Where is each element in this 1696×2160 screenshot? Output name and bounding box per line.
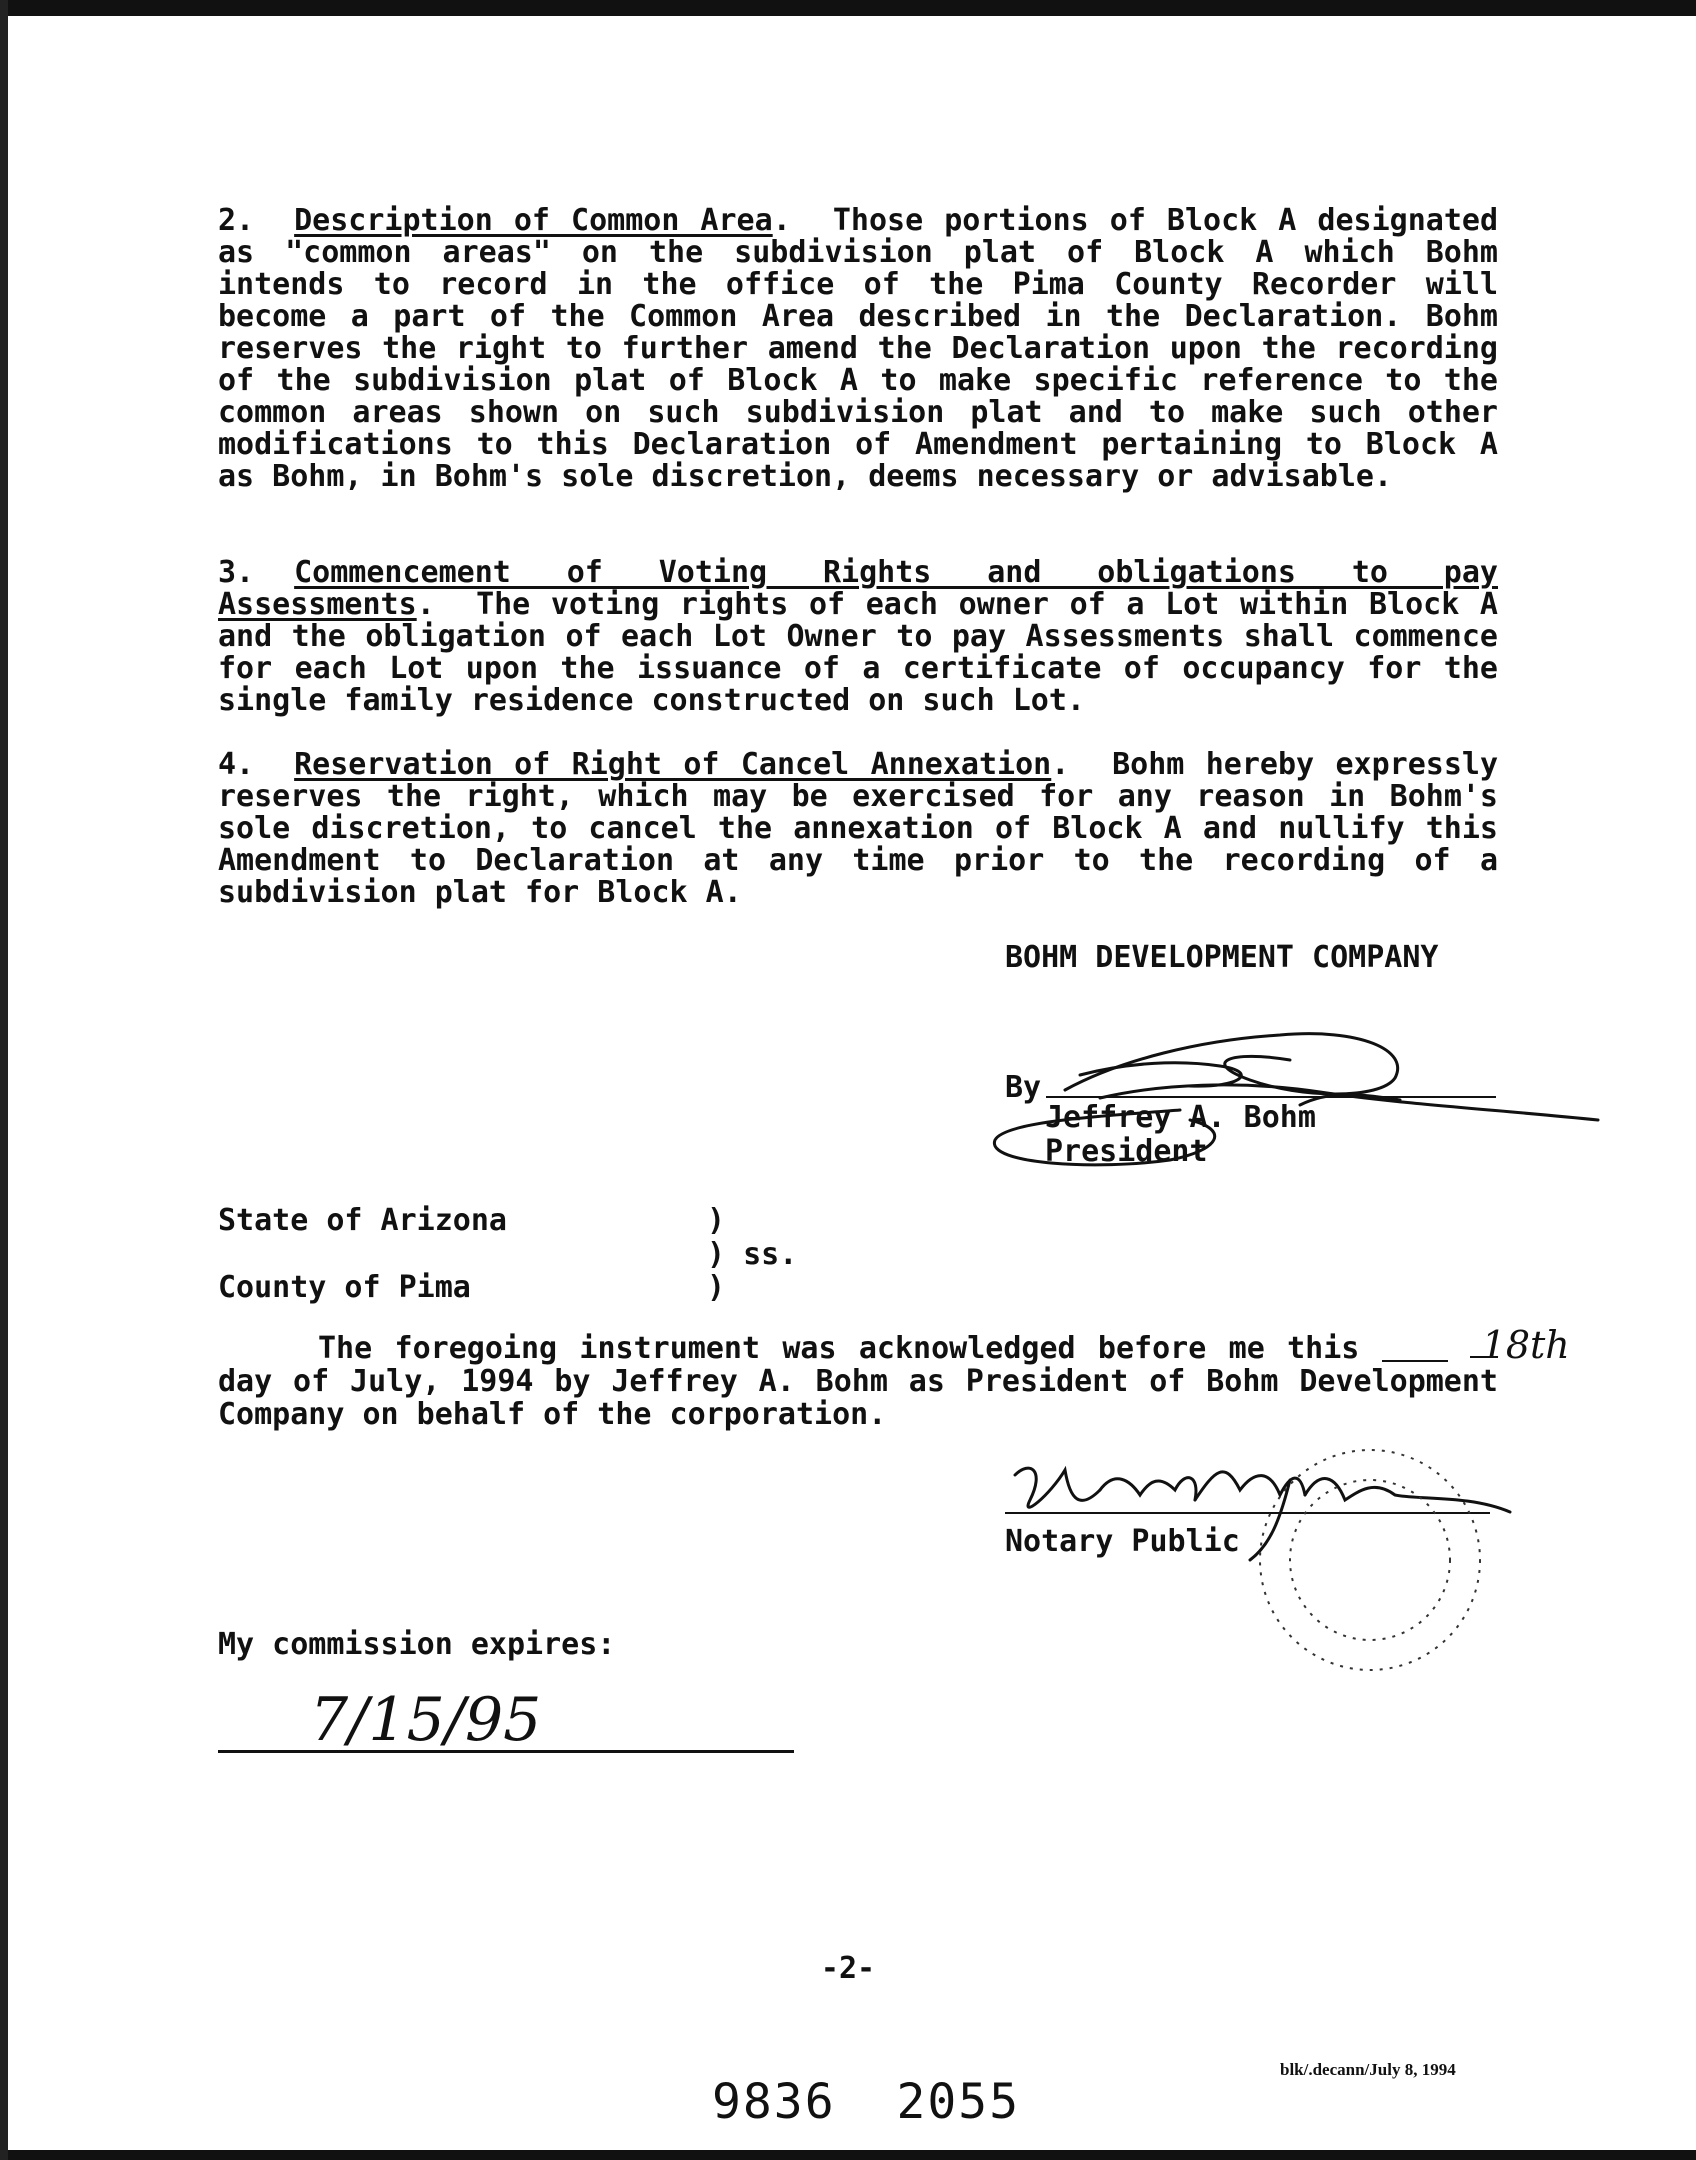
section-4: 4. Reservation of Right of Cancel Annexation. Bohm hereby expressly reserves the right, which may be exercised for any reason in Bohm's sole discretion, to cancel the annexation of Block A and nullify this Amendment to Declaration at any time prior to the recording of a subdivision plat for Block A. — [218, 747, 1499, 910]
venue-bracket: ) — [707, 1270, 726, 1305]
signer-name: Jeffrey A. Bohm — [1045, 1100, 1316, 1135]
page-number: -2- — [820, 1951, 876, 1986]
section-number: 3. — [218, 555, 255, 590]
signer-title: President — [1045, 1134, 1208, 1169]
handwritten-day: 18th — [1382, 1330, 1448, 1362]
president-signature — [994, 1034, 1598, 1165]
section-text: Bohm hereby expressly reserves the right, which may be exercised for any reason in Bohm's sole discretion, to cancel the annexation of Block A and nullify this Amendment to Declaration at any time prior to the recording of a subdivision plat for Block A. — [218, 747, 1499, 910]
section-3: 3. Commencement of Voting Rights and obligations to pay Assessments. The voting rights of each owner of a Lot within Block A and the obligation of each Lot Owner to pay Assessments shall commence for each Lot upon the issuance of a certificate of occupancy for the single family residence constructed on such Lot. — [218, 555, 1498, 718]
section-number: 4. — [218, 747, 255, 782]
section-heading: Reservation of Right of Cancel Annexation — [294, 747, 1052, 782]
by-label: By — [1005, 1070, 1042, 1105]
acknowledgment-text: The foregoing instrument was acknowledged before me this — [318, 1331, 1360, 1366]
file-reference: blk/.decann/July 8, 1994 — [1280, 2060, 1456, 2079]
section-text: Those portions of Block A designated as "common areas" on the subdivision plat of Block A which Bohm intends to record in the office of the Pima County Recorder will become a part of the Common Area described in the Declaration. Bohm reserves the right to further amend the Declaration upon the recording of the subdivision plat of Block A to make specific reference to the common areas shown on such subdivision plat and to make such other modifications to this Declaration of Amendment pertaining to Block A as Bohm, in Bohm's sole discretion, deems necessary or advisable. — [218, 203, 1499, 494]
venue-state: State of Arizona — [218, 1203, 507, 1238]
venue-county: County of Pima — [218, 1270, 471, 1305]
commission-label: My commission expires: — [218, 1627, 616, 1662]
section-text: The voting rights of each owner of a Lot within Block A and the obligation of each Lot Owner to pay Assessments shall commence for each Lot upon the issuance of a certificate of occupancy for the single family residence constructed on such Lot. — [218, 587, 1498, 718]
venue-ss: ) ss. — [707, 1237, 798, 1272]
document-number: 9836 2055 — [712, 2074, 1021, 2130]
section-number: 2. — [218, 203, 255, 238]
company-name: BOHM DEVELOPMENT COMPANY — [1005, 940, 1439, 975]
venue-bracket: ) — [707, 1203, 726, 1238]
section-2: 2. Description of Common Area. Those portions of Block A designated as "common areas" on the subdivision plat of Block A which Bohm intends to record in the office of the Pima County Recorder will become a part of the Common Area described in the Declaration. Bohm reserves the right to further amend the Declaration upon the recording of the subdivision plat of Block A to make specific reference to the common areas shown on such subdivision plat and to make such other modifications to this Declaration of Amendment pertaining to Block A as Bohm, in Bohm's sole discretion, deems necessary or advisable. — [218, 203, 1499, 494]
notary-signature — [1015, 1468, 1510, 1560]
section-heading: Commencement of Voting Rights and obligations to pay Assessments — [218, 555, 1498, 622]
acknowledgment-text: day of July, 1994 by Jeffrey A. Bohm as President of Bohm Development Company on behalf of the corporation. — [218, 1364, 1498, 1432]
notary-seal — [1260, 1450, 1480, 1670]
commission-date: 7/15/95 — [310, 1685, 542, 1755]
section-heading: Description of Common Area — [294, 203, 773, 238]
notary-label: Notary Public — [1005, 1524, 1240, 1559]
